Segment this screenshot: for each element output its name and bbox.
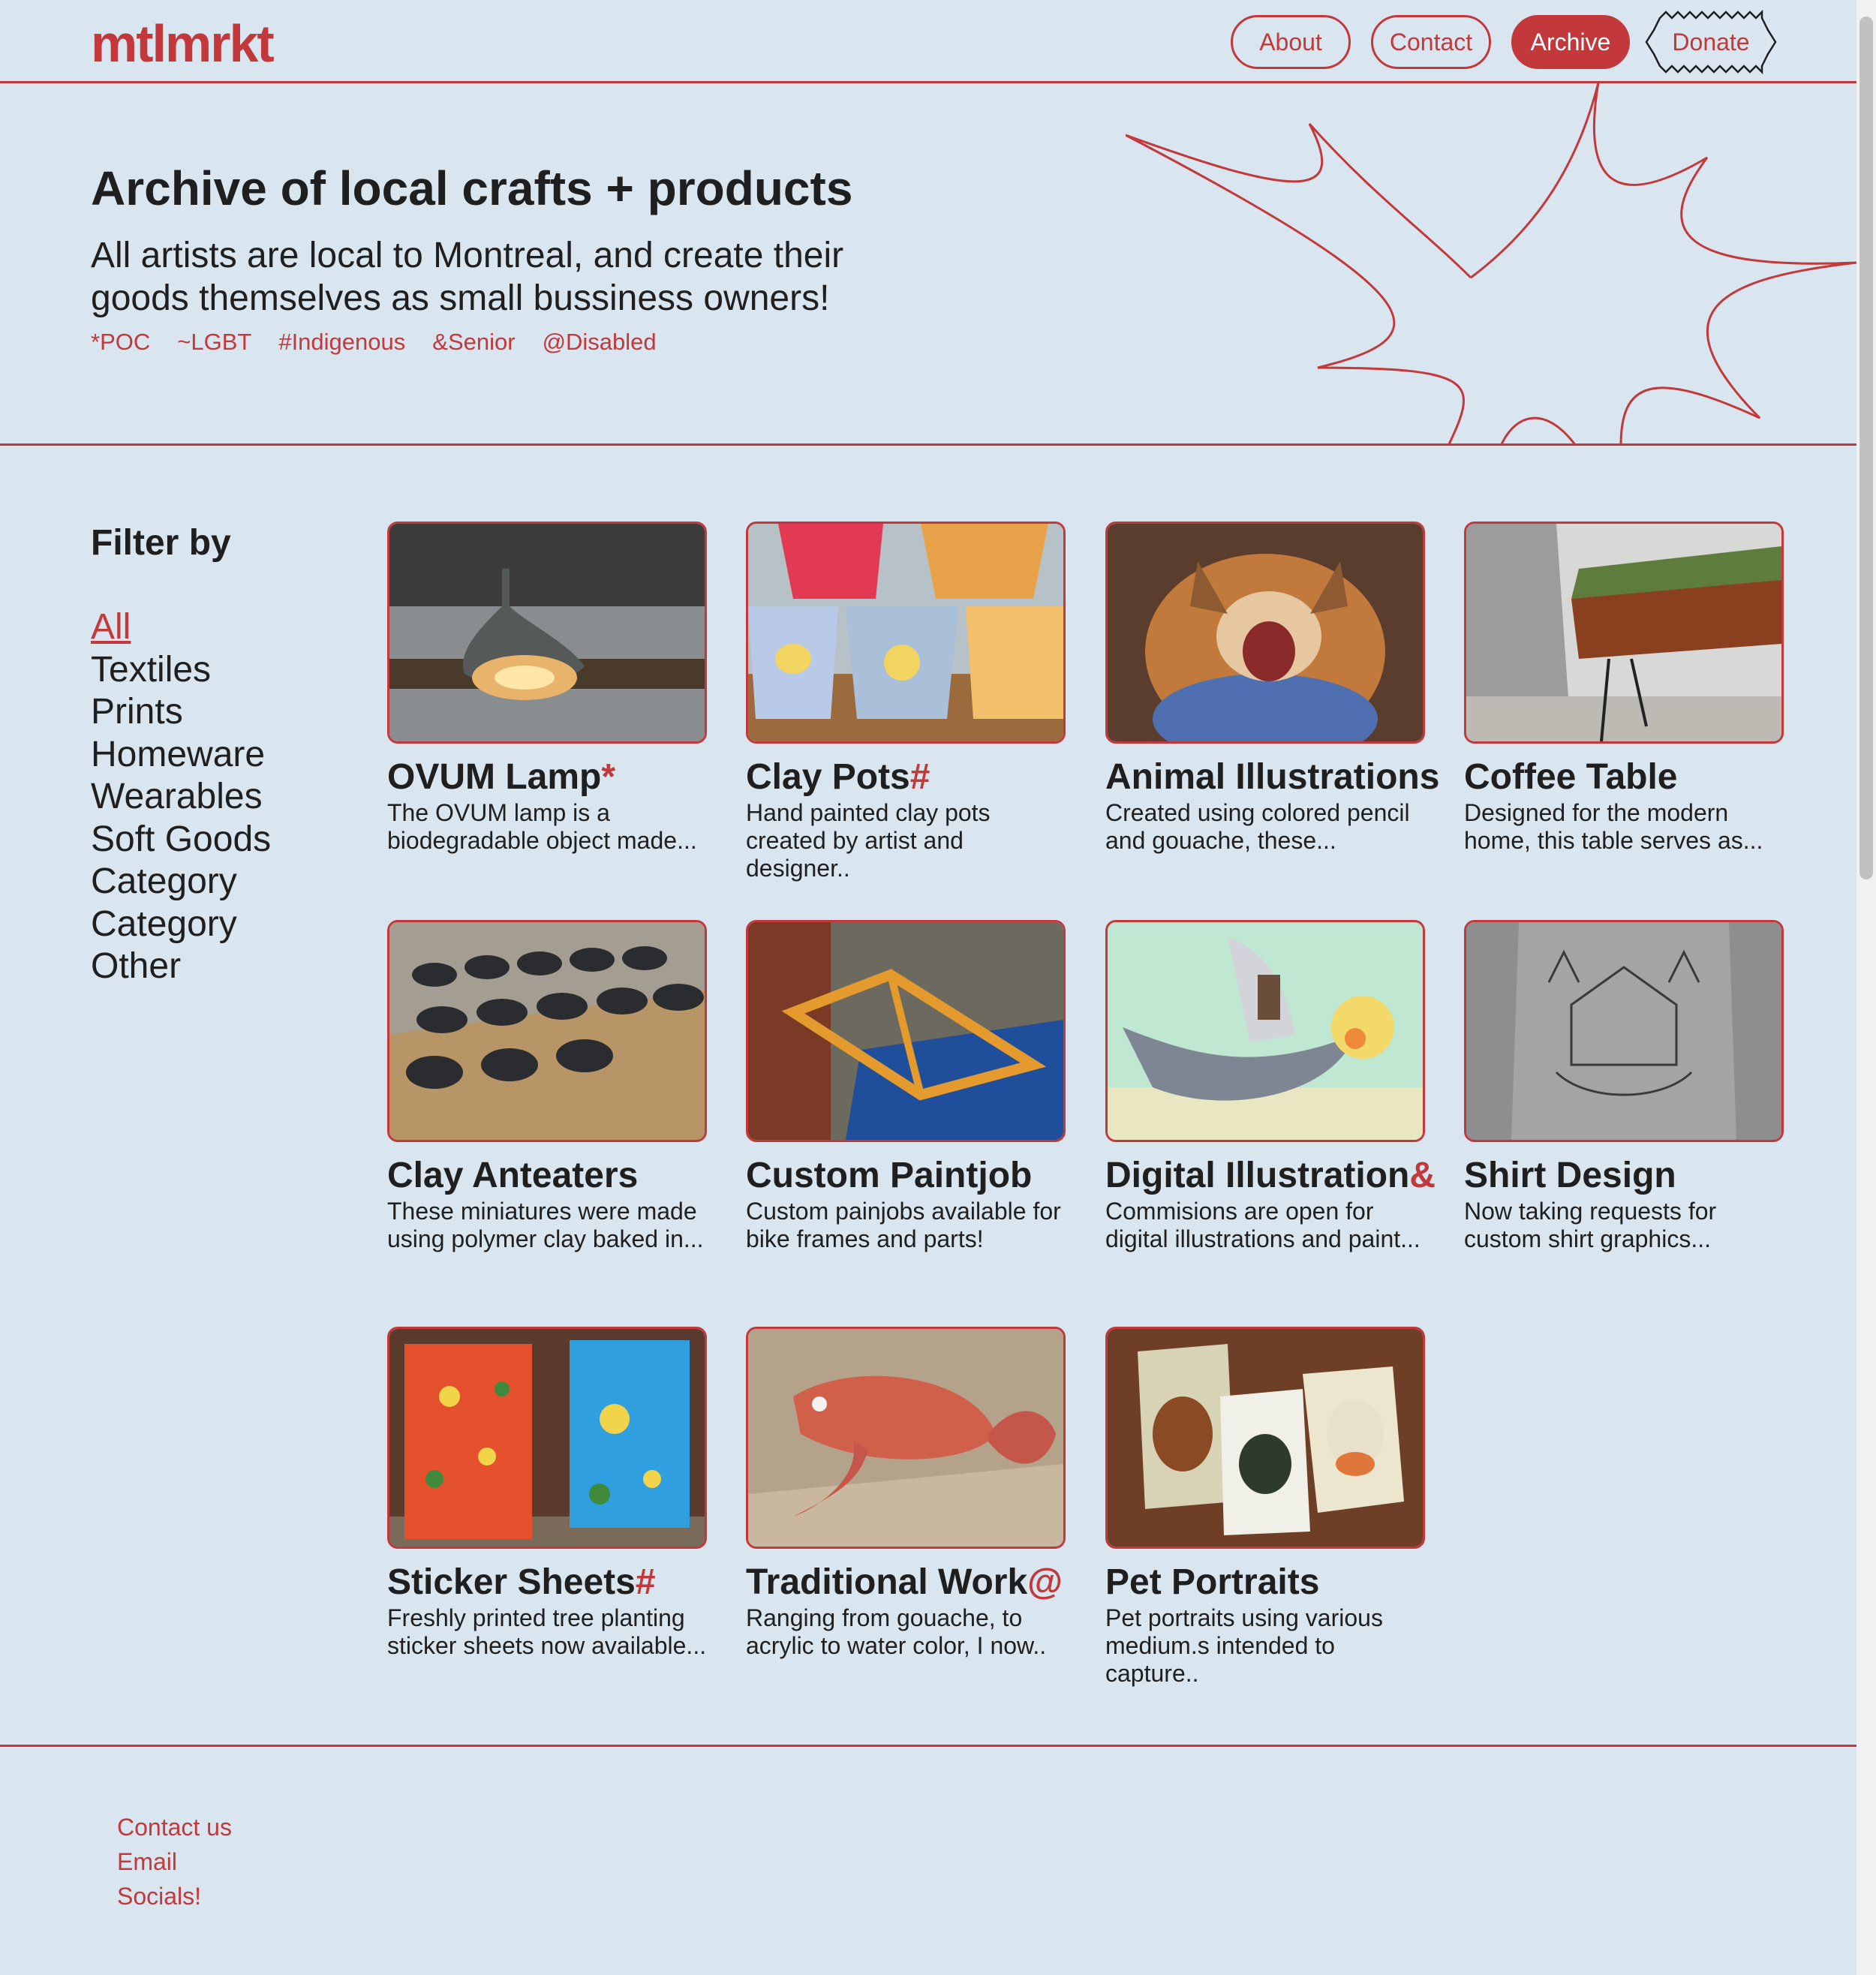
filter-category-2[interactable]: Category [91,903,237,944]
product-description: Ranging from gouache, to acrylic to water color, I now.. [746,1604,1047,1659]
product-title[interactable]: Clay Anteaters [387,1156,639,1195]
tag-poc: *POC [91,329,151,355]
product-image-table[interactable] [1464,522,1784,744]
product-description: Now taking requests for custom shirt graphics... [1464,1198,1717,1252]
filter-all[interactable]: All [91,607,131,647]
product-title[interactable]: Traditional Work@ [746,1562,1063,1602]
product-card-sticker-sheets[interactable] [387,1327,707,1660]
product-card-traditional-work[interactable] [746,1327,1066,1660]
filter-homeware[interactable]: Homeware [91,734,266,774]
product-image-pet-portraits[interactable] [1105,1327,1425,1549]
product-image-shirt[interactable] [1464,920,1784,1142]
contact-button[interactable]: Contact [1371,15,1491,69]
product-description: Designed for the modern home, this table serves as... [1464,799,1763,854]
tag-lgbt: ~LGBT [177,329,252,355]
product-card-coffee-table[interactable] [1464,522,1784,855]
about-button[interactable]: About [1231,15,1351,69]
product-description: Freshly printed tree planting sticker sheets now available... [387,1604,707,1659]
tag-indigenous: #Indigenous [278,329,406,355]
product-image-lamp[interactable] [387,522,707,744]
product-title[interactable]: Pet Portraits [1105,1562,1320,1602]
product-image-bike-frame[interactable] [746,920,1066,1142]
vertical-scrollbar[interactable] [1856,0,1876,1975]
page-title: Archive of local crafts + products [91,161,853,215]
tag-disabled: @Disabled [542,329,657,355]
donate-label: Donate [1672,28,1750,56]
product-image-cockatiel[interactable] [1105,920,1425,1142]
product-image-fish[interactable] [746,1327,1066,1549]
legend-tags [91,329,657,356]
product-title[interactable]: Coffee Table [1464,757,1678,797]
product-image-pots[interactable] [746,522,1066,744]
product-card-custom-paintjob[interactable] [746,920,1066,1253]
filter-list [91,606,271,988]
product-card-ovum-lamp[interactable] [387,522,707,855]
product-image-anteaters[interactable] [387,920,707,1142]
product-description: Pet portraits using various medium.s intended to capture.. [1105,1604,1383,1687]
filter-other[interactable]: Other [91,946,182,986]
starburst-decoration [1126,83,1856,446]
donate-button[interactable] [1643,8,1778,77]
product-image-stickers[interactable] [387,1327,707,1549]
footer-email-link[interactable]: Email [117,1848,178,1875]
product-title[interactable]: Custom Paintjob [746,1156,1033,1195]
filter-heading: Filter by [91,523,231,563]
product-description: Commisions are open for digital illustrations and paint... [1105,1198,1421,1252]
product-card-digital-illustration[interactable] [1105,920,1436,1253]
footer-links [117,1810,232,1913]
product-image-bat[interactable] [1105,522,1425,744]
product-card-shirt-design[interactable] [1464,920,1784,1253]
product-card-animal-illustrations[interactable] [1105,522,1440,855]
scrollbar-thumb[interactable] [1859,17,1873,879]
product-title[interactable]: Animal Illustrations [1105,757,1440,797]
page-subtitle: All artists are local to Montreal, and create their goods themselves as small bussiness owners! [91,236,844,318]
footer-contact-link[interactable]: Contact us [117,1814,232,1841]
filter-wearables[interactable]: Wearables [91,777,263,816]
footer-socials-link[interactable]: Socials! [117,1883,202,1910]
filter-textiles[interactable]: Textiles [91,649,212,690]
product-title[interactable]: OVUM Lamp* [387,757,616,797]
product-description: The OVUM lamp is a biodegradable object made... [387,799,697,854]
product-card-pet-portraits[interactable] [1105,1327,1425,1688]
product-card-clay-anteaters[interactable] [387,920,707,1253]
filter-soft-goods[interactable]: Soft Goods [91,819,272,859]
product-description: Custom painjobs available for bike frames and parts! [746,1198,1061,1252]
product-title[interactable]: Sticker Sheets# [387,1562,656,1602]
product-title[interactable]: Shirt Design [1464,1156,1676,1195]
site-logo[interactable]: mtlmrkt [91,14,273,73]
footer-divider [0,1745,1856,1747]
product-description: These miniatures were made using polymer clay baked in... [387,1198,704,1252]
tag-senior: &Senior [432,329,516,355]
product-description: Hand painted clay pots created by artist and designer.. [746,799,991,882]
filter-category-1[interactable]: Category [91,861,237,901]
filter-prints[interactable]: Prints [91,692,183,732]
product-title[interactable]: Digital Illustration& [1105,1156,1436,1195]
archive-button[interactable]: Archive [1511,15,1630,69]
product-title[interactable]: Clay Pots# [746,757,930,797]
product-card-clay-pots[interactable] [746,522,1066,882]
product-description: Created using colored pencil and gouache, these... [1105,799,1410,854]
hero-divider [0,443,1856,446]
